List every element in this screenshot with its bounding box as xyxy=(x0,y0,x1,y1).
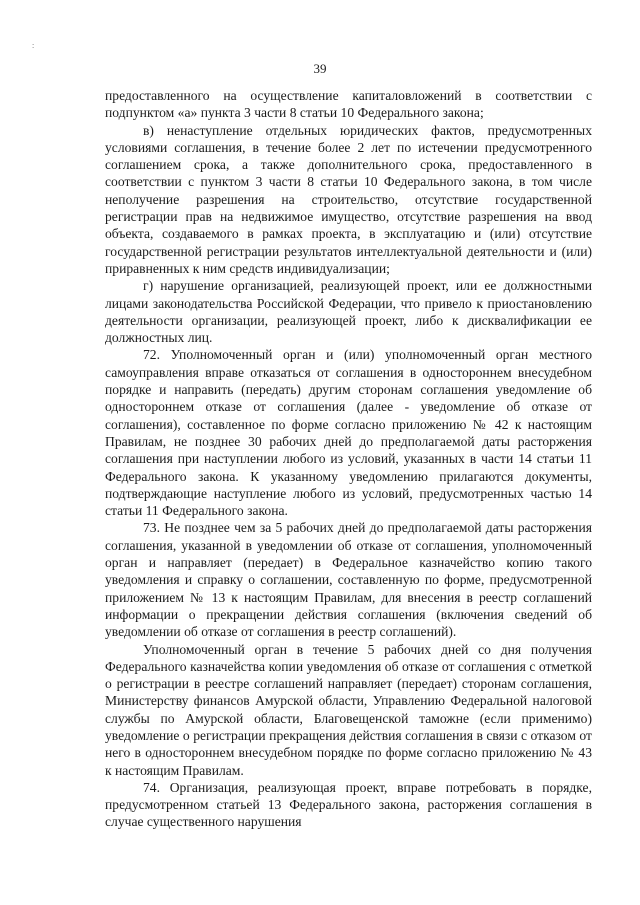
paragraph-72: 72. Уполномоченный орган и (или) уполномоченный орган местного самоуправления вправе отказаться от соглашения в одностороннем внесудебном порядке и направить (передать) другим сторонам соглашения уведомление об одностороннем отказе от соглашения (далее - уведомление об отказе от соглашения), составленное по форме согласно приложению № 42 к настоящим Правилам, не позднее 30 рабочих дней до предполагаемой даты расторжения соглашения при наступлении любого из условий, указанных в части 14 статьи 11 Федерального закона. К указанному уведомлению прилагаются документы, подтверждающие наступление любого из условий, предусмотренных частью 14 статьи 11 Федерального закона. xyxy=(105,347,592,519)
margin-mark: : xyxy=(32,41,35,50)
paragraph-item-g: г) нарушение организацией, реализующей проект, или ее должностными лицами законодательства Российской Федерации, что привело к приостановлению деятельности организации, реализующей проект, либо к дисквалификации ее должностных лиц. xyxy=(105,278,592,346)
page-number: 39 xyxy=(313,61,327,76)
paragraph-73: 73. Не позднее чем за 5 рабочих дней до предполагаемой даты расторжения соглашения, указанной в уведомлении об отказе от соглашения, уполномоченный орган и направляет (передает) в Федеральное казначейство копию такого уведомления и справку о соглашении, составленную по форме, предусмотренной приложением № 13 к настоящим Правилам, для внесения в реестр соглашений информации о прекращении действия соглашения (включения сведений об уведомлении об отказе от соглашения в реестр соглашений). xyxy=(105,520,592,640)
paragraph-continuation: предоставленного на осуществление капиталовложений в соответствии с подпунктом «а» пункта 3 части 8 статьи 10 Федерального закона; xyxy=(105,88,592,121)
paragraph-74: 74. Организация, реализующая проект, вправе потребовать в порядке, предусмотренном статьей 13 Федерального закона, расторжения соглашения в случае существенного нарушения xyxy=(105,779,592,830)
document-body xyxy=(105,87,592,831)
paragraph-item-v: в) ненаступление отдельных юридических фактов, предусмотренных условиями соглашения, в течение более 2 лет по истечении предусмотренного соглашением срока, а также дополнительного срока, предоставленного в соответствии с пунктом 3 части 8 статьи 10 Федерального закона, в том числе неполучение разрешения на строительство, отсутствие государственной регистрации прав на недвижимое имущество, отсутствие разрешения на ввод объекта, создаваемого в рамках проекта, в эксплуатацию и (или) отсутствие государственной регистрации результатов интеллектуальной деятельности и (или) приравненных к ним средств индивидуализации; xyxy=(105,122,592,276)
paragraph-73-cont: Уполномоченный орган в течение 5 рабочих дней со дня получения Федерального казначейства копии уведомления об отказе от соглашения с отметкой о регистрации в реестре соглашений направляет (передает) сторонам соглашения, Министерству финансов Амурской области, Управлению Федеральной налоговой службы по Амурской области, Благовещенской таможне (если применимо) уведомление о регистрации прекращения действия соглашения в связи с отказом от него в одностороннем внесудебном порядке по форме согласно приложению № 43 к настоящим Правилам. xyxy=(105,641,592,778)
